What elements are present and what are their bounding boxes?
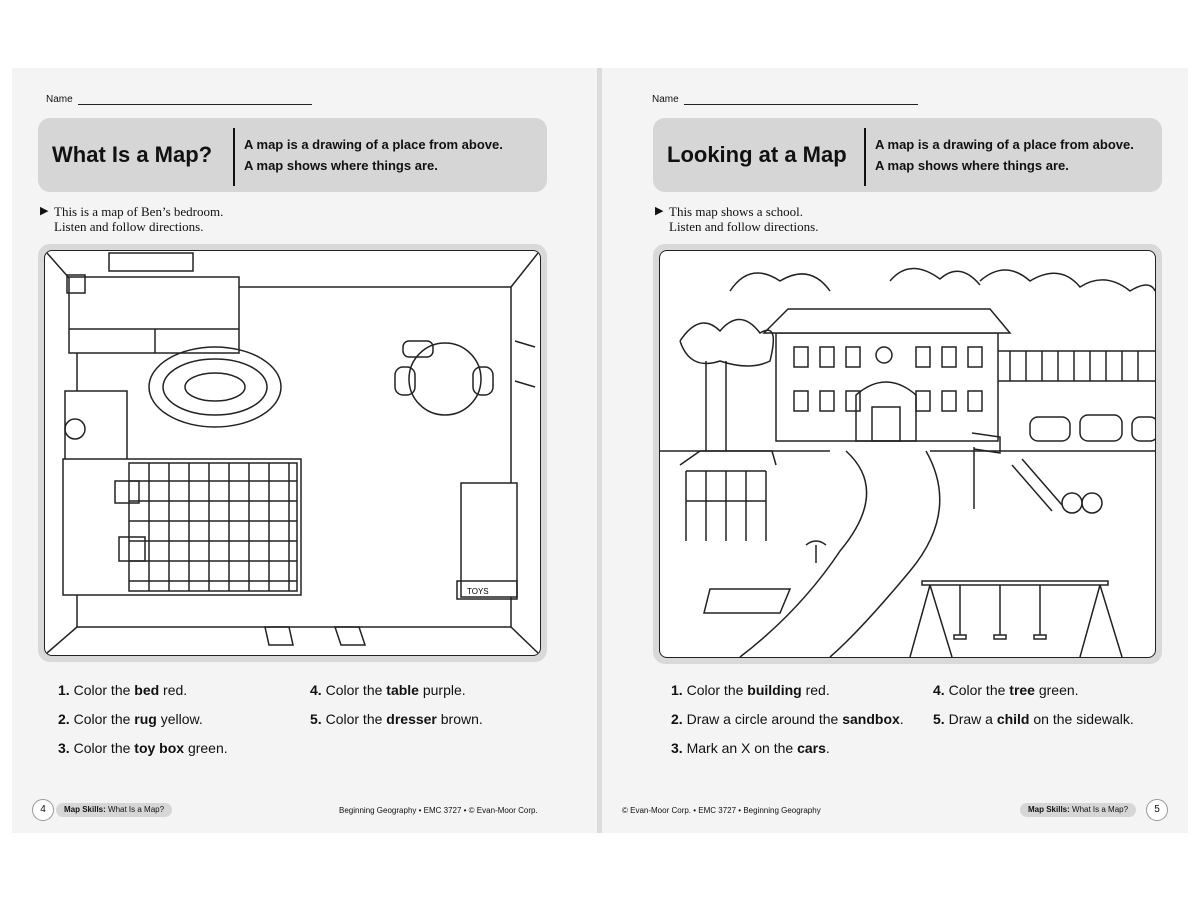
school-map-frame: [653, 244, 1162, 664]
school-illustration: [660, 251, 1155, 657]
description-line: A map shows where things are.: [244, 158, 438, 173]
task-keyword: building: [747, 682, 802, 698]
task-item: [671, 711, 904, 727]
task-text: Color the: [686, 682, 748, 698]
name-line: [684, 104, 918, 105]
task-text: Draw a: [948, 711, 997, 727]
task-keyword: dresser: [386, 711, 437, 727]
task-item: [933, 682, 1079, 698]
name-line: [78, 104, 312, 105]
instruction: [655, 204, 819, 234]
task-text: Draw a circle around the: [686, 711, 843, 727]
task-keyword: rug: [134, 711, 157, 727]
instruction-line: Listen and follow directions.: [669, 219, 819, 234]
task-text: Color the: [73, 682, 135, 698]
task-text: Color the: [73, 711, 135, 727]
task-number: 2.: [58, 711, 70, 727]
task-keyword: toy box: [134, 740, 185, 756]
footer-credit: © Evan-Moor Corp. • EMC 3727 • Beginning Geography: [622, 806, 821, 815]
task-number: 2.: [671, 711, 683, 727]
bedroom-map-frame: [38, 244, 547, 662]
task-text: .: [825, 740, 830, 756]
task-item: [671, 740, 830, 756]
task-text: red.: [159, 682, 188, 698]
description-line: A map is a drawing of a place from above.: [244, 137, 503, 152]
task-text: green.: [184, 740, 228, 756]
task-text: Color the: [948, 682, 1010, 698]
task-keyword: child: [996, 711, 1030, 727]
task-number: 3.: [58, 740, 70, 756]
task-item: [58, 740, 228, 756]
task-text: on the sidewalk.: [1029, 711, 1134, 727]
task-item: [310, 711, 483, 727]
name-label: Name: [652, 94, 679, 105]
title-banner: [653, 118, 1162, 192]
task-number: 5.: [310, 711, 322, 727]
title-divider: [233, 128, 235, 186]
title-divider: [864, 128, 866, 186]
school-map: [659, 250, 1156, 658]
footer-credit: Beginning Geography • EMC 3727 • © Evan-Moor Corp.: [339, 806, 538, 815]
task-item: [58, 682, 187, 698]
footer-pill-text: What Is a Map?: [1069, 805, 1129, 814]
task-keyword: bed: [134, 682, 160, 698]
task-text: Color the: [325, 711, 387, 727]
task-number: 3.: [671, 740, 683, 756]
title-description: [875, 134, 1134, 176]
footer-pill-text: What Is a Map?: [105, 805, 165, 814]
name-label: Name: [46, 94, 73, 105]
instruction-line: Listen and follow directions.: [54, 219, 204, 234]
task-text: yellow.: [156, 711, 203, 727]
task-keyword: sandbox: [842, 711, 900, 727]
task-text: Mark an X on the: [686, 740, 798, 756]
right-page: [602, 68, 1188, 833]
footer-pill-bold: Map Skills:: [64, 805, 106, 814]
instruction: [40, 204, 224, 234]
task-text: red.: [801, 682, 830, 698]
toybox-label: TOYS: [467, 587, 489, 596]
task-number: 1.: [671, 682, 683, 698]
task-keyword: cars: [797, 740, 826, 756]
triangle-right-icon: ▶: [40, 205, 49, 217]
page-number: 4: [32, 799, 54, 821]
task-text: .: [899, 711, 904, 727]
task-number: 4.: [310, 682, 322, 698]
description-line: A map shows where things are.: [875, 158, 1069, 173]
page-number: 5: [1146, 799, 1168, 821]
instruction-line: This map shows a school.: [669, 204, 803, 219]
task-item: [671, 682, 830, 698]
task-text: Color the: [325, 682, 387, 698]
task-item: [310, 682, 466, 698]
task-text: purple.: [418, 682, 466, 698]
footer-pill: [56, 803, 172, 817]
task-text: green.: [1034, 682, 1079, 698]
task-keyword: tree: [1009, 682, 1035, 698]
page-title: Looking at a Map: [667, 142, 847, 167]
task-item: [933, 711, 1134, 727]
description-line: A map is a drawing of a place from above.: [875, 137, 1134, 152]
left-page: [12, 68, 597, 833]
task-number: 1.: [58, 682, 70, 698]
title-description: [244, 134, 503, 176]
task-text: Color the: [73, 740, 135, 756]
bedroom-illustration: [45, 251, 540, 655]
task-keyword: table: [386, 682, 419, 698]
task-text: brown.: [436, 711, 483, 727]
page-title: What Is a Map?: [52, 142, 213, 167]
title-banner: [38, 118, 547, 192]
bedroom-map: [44, 250, 541, 656]
task-item: [58, 711, 203, 727]
instruction-line: This is a map of Ben’s bedroom.: [54, 204, 224, 219]
triangle-right-icon: ▶: [655, 205, 664, 217]
task-number: 5.: [933, 711, 945, 727]
footer-pill: [1020, 803, 1136, 817]
task-number: 4.: [933, 682, 945, 698]
footer-pill-bold: Map Skills:: [1028, 805, 1070, 814]
